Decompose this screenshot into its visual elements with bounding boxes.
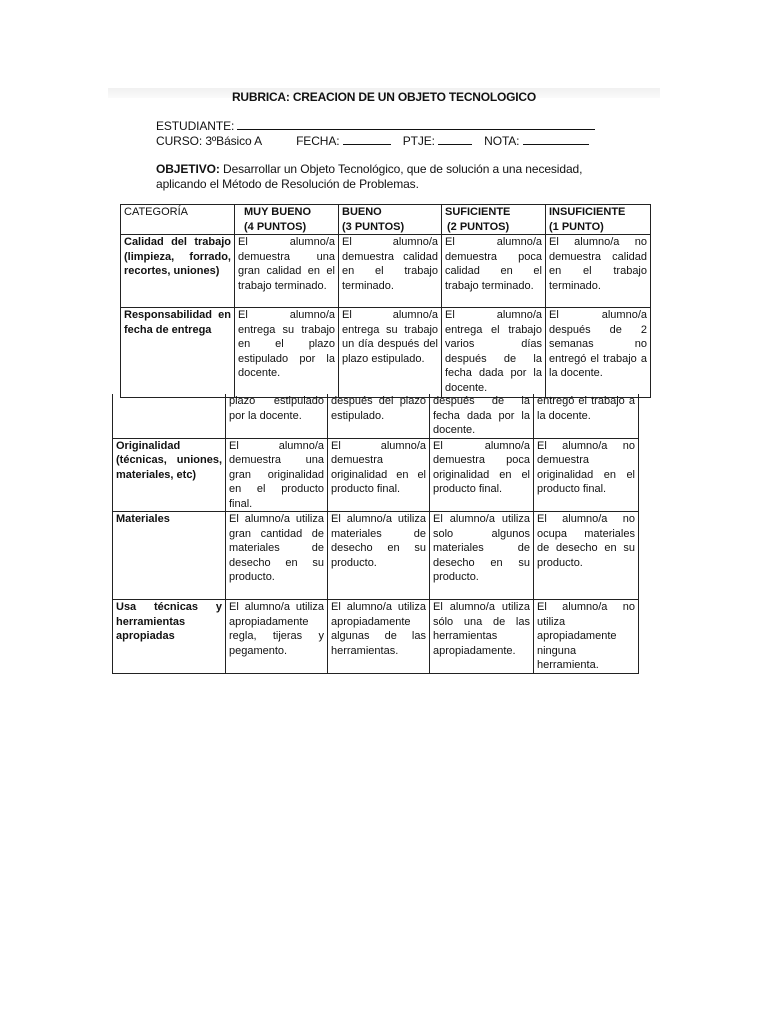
descriptor-cell: plazo estipulado por la docente.	[226, 394, 328, 438]
score-label: PTJE:	[402, 134, 435, 148]
objective-label: OBJETIVO:	[156, 162, 220, 176]
document-title: RUBRICA: CREACION DE UN OBJETO TECNOLOGICO	[231, 90, 537, 104]
header-row	[121, 205, 651, 235]
descriptor-cell: El alumno/a demuestra una gran originalidad en el producto final.	[226, 438, 328, 512]
course-label: CURSO:	[156, 134, 203, 148]
descriptor-cell: El alumno/a entrega el trabajo varios días después de la fecha dada por la docente.	[442, 308, 546, 398]
student-blank[interactable]	[237, 118, 595, 130]
date-label: FECHA:	[296, 134, 340, 148]
header-categoria: CATEGORÍA	[121, 205, 235, 235]
criterion-cell: Materiales	[113, 512, 226, 600]
header-bueno: BUENO (3 PUNTOS)	[339, 205, 442, 235]
header-suficiente: SUFICIENTE (2 PUNTOS)	[442, 205, 546, 235]
header-muy-bueno: MUY BUENO (4 PUNTOS)	[235, 205, 339, 235]
course-line	[156, 133, 589, 148]
objective-text-1: Desarrollar un Objeto Tecnológico, que de solución a una necesidad,	[219, 162, 583, 176]
criterion-cell: Responsabilidad en fecha de entrega	[121, 308, 235, 398]
rubric-table-bottom-clip	[112, 394, 640, 674]
date-blank[interactable]	[343, 133, 391, 145]
descriptor-cell: El alumno/a utiliza sólo una de las herramientas apropiadamente.	[430, 600, 534, 674]
continuation-row	[113, 394, 639, 438]
grade-label: NOTA:	[484, 134, 520, 148]
descriptor-cell: El alumno/a no demuestra originalidad en el producto final.	[534, 438, 639, 512]
descriptor-cell: El alumno/a entrega su trabajo en el plazo estipulado por la docente.	[235, 308, 339, 398]
objective-line-2	[156, 177, 419, 191]
descriptor-cell: después del plazo estipulado.	[328, 394, 430, 438]
descriptor-cell: El alumno/a no demuestra calidad en el trabajo terminado.	[546, 235, 651, 308]
descriptor-cell: El alumno/a después de 2 semanas no entregó el trabajo a la docente.	[546, 308, 651, 398]
descriptor-cell: El alumno/a no ocupa materiales de desecho en su producto.	[534, 512, 639, 600]
descriptor-cell: El alumno/a demuestra una gran calidad en el trabajo terminado.	[235, 235, 339, 308]
criterion-cell: Originalidad (técnicas, uniones, materiales, etc)	[113, 438, 226, 512]
table-row	[113, 438, 639, 512]
descriptor-cell: El alumno/a utiliza apropiadamente regla, tijeras y pegamento.	[226, 600, 328, 674]
objective-text-2: aplicando el Método de Resolución de Problemas.	[156, 177, 419, 191]
descriptor-cell: El alumno/a utiliza solo algunos materiales de desecho en su producto.	[430, 512, 534, 600]
descriptor-cell: El alumno/a no utiliza apropiadamente ninguna herramienta.	[534, 600, 639, 674]
table-row	[113, 600, 639, 674]
table-row	[113, 512, 639, 600]
descriptor-cell: El alumno/a demuestra calidad en el trabajo terminado.	[339, 235, 442, 308]
objective-line-1	[156, 162, 582, 176]
descriptor-cell: El alumno/a utiliza gran cantidad de materiales de desecho en su producto.	[226, 512, 328, 600]
descriptor-cell: El alumno/a demuestra poca calidad en el trabajo terminado.	[442, 235, 546, 308]
grade-blank[interactable]	[523, 133, 589, 145]
table-row	[121, 308, 651, 398]
rubric-table-top	[120, 204, 651, 398]
descriptor-cell: El alumno/a utiliza apropiadamente algunas de las herramientas.	[328, 600, 430, 674]
descriptor-cell: El alumno/a demuestra poca originalidad en el producto final.	[430, 438, 534, 512]
score-blank[interactable]	[438, 133, 472, 145]
criterion-cell: Usa técnicas y herramientas apropiadas	[113, 600, 226, 674]
criterion-cell: Calidad del trabajo (limpieza, forrado, recortes, uniones)	[121, 235, 235, 308]
descriptor-cell: después de la fecha dada por la docente.	[430, 394, 534, 438]
descriptor-cell: El alumno/a demuestra originalidad en el producto final.	[328, 438, 430, 512]
descriptor-cell: El alumno/a utiliza materiales de desecho en su producto.	[328, 512, 430, 600]
table-row	[121, 235, 651, 308]
rubric-table-bottom	[112, 394, 639, 674]
course-value: 3ºBásico A	[205, 134, 263, 148]
descriptor-cell: entregó el trabajo a la docente.	[534, 394, 639, 438]
descriptor-cell: El alumno/a entrega su trabajo un día después del plazo estipulado.	[339, 308, 442, 398]
criterion-cell	[113, 394, 226, 438]
rubric-table-top-clip	[120, 204, 650, 394]
student-label: ESTUDIANTE:	[156, 119, 235, 133]
header-insuficiente: INSUFICIENTE (1 PUNTO)	[546, 205, 651, 235]
student-line	[156, 118, 595, 133]
